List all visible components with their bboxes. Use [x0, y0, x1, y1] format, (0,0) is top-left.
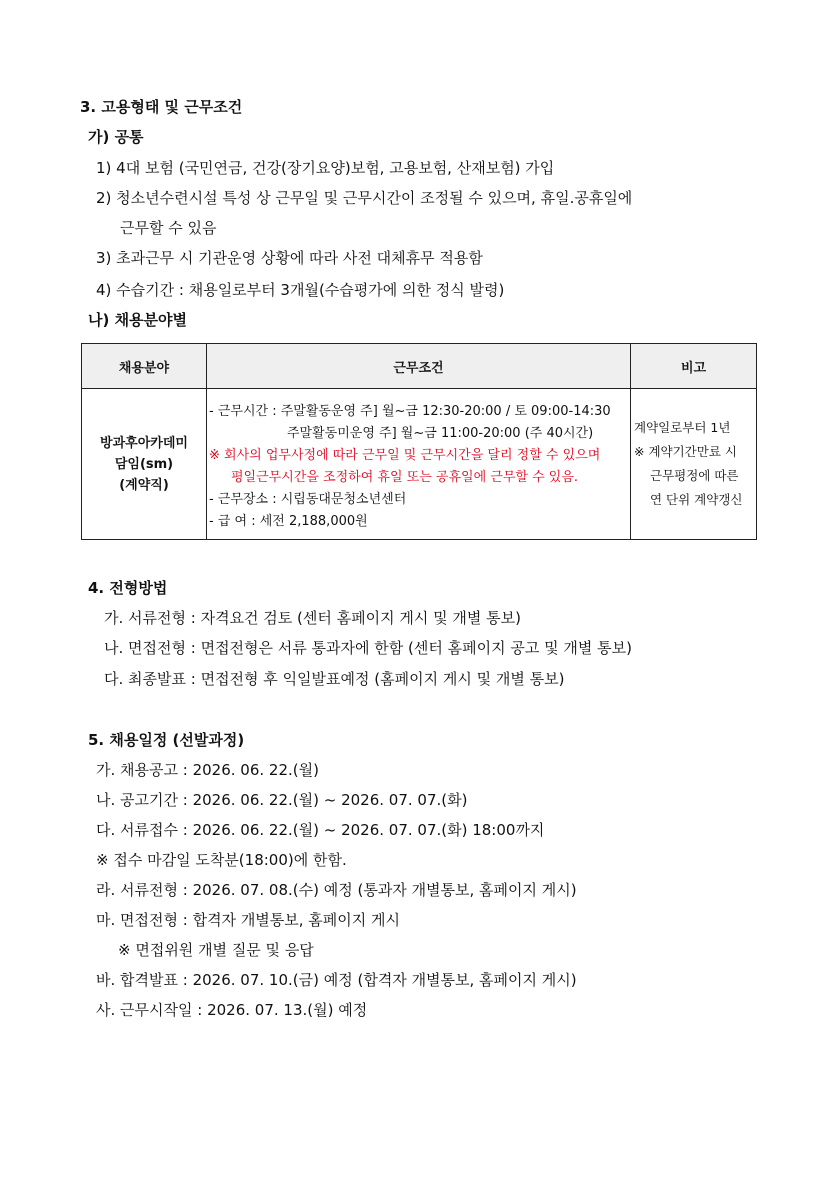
section-5-title: 5. 채용일정 (선발과정) [88, 731, 245, 749]
section-4-title: 4. 전형방법 [88, 579, 168, 597]
remarks-cell [631, 389, 757, 540]
common-item-3: 3) 초과근무 시 기관운영 상황에 따라 사전 대체휴무 적용함 [96, 249, 483, 267]
notice-line-1: ※ 회사의 업무사정에 따라 근무일 및 근무시간을 달리 정할 수 있으며 [209, 448, 601, 463]
common-item-4: 4) 수습기간 : 채용일로부터 3개월(수습평가에 의한 정식 발령) [96, 281, 505, 299]
role-cell [82, 389, 207, 540]
schedule-item-1: 가. 채용공고 : 2026. 06. 22.(월) [96, 761, 319, 779]
role-line-3: (계약직) [119, 477, 169, 493]
employment-terms-table [81, 343, 757, 540]
schedule-item-5: 마. 면접전형 : 합격자 개별통보, 홈페이지 게시 [96, 911, 401, 929]
schedule-item-6: 바. 합격발표 : 2026. 07. 10.(금) 예정 (합격자 개별통보, 홈페이지 게시) [96, 971, 577, 989]
common-item-2-cont: 근무할 수 있음 [120, 219, 217, 237]
header-field: 채용분야 [82, 344, 207, 389]
role-line-1: 방과후아카데미 [100, 435, 188, 451]
remark-line-2: ※ 계약기간만료 시 [634, 444, 737, 459]
schedule-note-2: ※ 면접위원 개별 질문 및 응답 [118, 941, 314, 959]
conditions-cell [207, 389, 631, 540]
schedule-note-1: ※ 접수 마감일 도착분(18:00)에 한함. [96, 851, 347, 869]
schedule-item-3: 다. 서류접수 : 2026. 06. 22.(월) ~ 2026. 07. 07.(화) 18:00까지 [96, 821, 545, 839]
remark-line-3: 근무평정에 따른 [650, 468, 739, 483]
header-remarks: 비고 [631, 344, 757, 389]
header-conditions: 근무조건 [207, 344, 631, 389]
table-row [82, 389, 757, 540]
section-3-title: 3. 고용형태 및 근무조건 [80, 98, 243, 116]
common-item-1: 1) 4대 보험 (국민연금, 건강(장기요양)보험, 고용보험, 산재보험) 가입 [96, 159, 555, 177]
selection-item-1: 가. 서류전형 : 자격요건 검토 (센터 홈페이지 게시 및 개별 통보) [104, 609, 521, 627]
remark-line-1: 계약일로부터 1년 [634, 420, 731, 435]
subsection-by-field: 나) 채용분야별 [88, 311, 188, 329]
work-hours-line: - 근무시간 : 주말활동운영 주] 월~금 12:30-20:00 / 토 09:00-14:30 [209, 404, 611, 419]
work-hours-line-2: 주말활동미운영 주] 월~금 11:00-20:00 (주 40시간) [287, 426, 594, 441]
selection-item-3: 다. 최종발표 : 면접전형 후 익일발표예정 (홈페이지 게시 및 개별 통보) [104, 670, 565, 688]
salary-line: - 급 여 : 세전 2,188,000원 [209, 514, 368, 529]
common-item-2: 2) 청소년수련시설 특성 상 근무일 및 근무시간이 조정될 수 있으며, 휴일.공휴일에 [96, 189, 633, 207]
notice-line-2: 평일근무시간을 조정하여 휴일 또는 공휴일에 근무할 수 있음. [231, 470, 579, 485]
schedule-item-7: 사. 근무시작일 : 2026. 07. 13.(월) 예정 [96, 1001, 368, 1019]
work-place-line: - 근무장소 : 시립동대문청소년센터 [209, 492, 407, 507]
role-line-2: 담임(sm) [114, 456, 174, 472]
schedule-item-4: 라. 서류전형 : 2026. 07. 08.(수) 예정 (통과자 개별통보, 홈페이지 게시) [96, 881, 577, 899]
schedule-item-2: 나. 공고기간 : 2026. 06. 22.(월) ~ 2026. 07. 07.(화) [96, 791, 468, 809]
remark-line-4: 연 단위 계약갱신 [650, 492, 743, 507]
table-header-row [82, 344, 757, 389]
selection-item-2: 나. 면접전형 : 면접전형은 서류 통과자에 한함 (센터 홈페이지 공고 및 개별 통보) [104, 639, 632, 657]
subsection-common: 가) 공통 [88, 128, 144, 146]
